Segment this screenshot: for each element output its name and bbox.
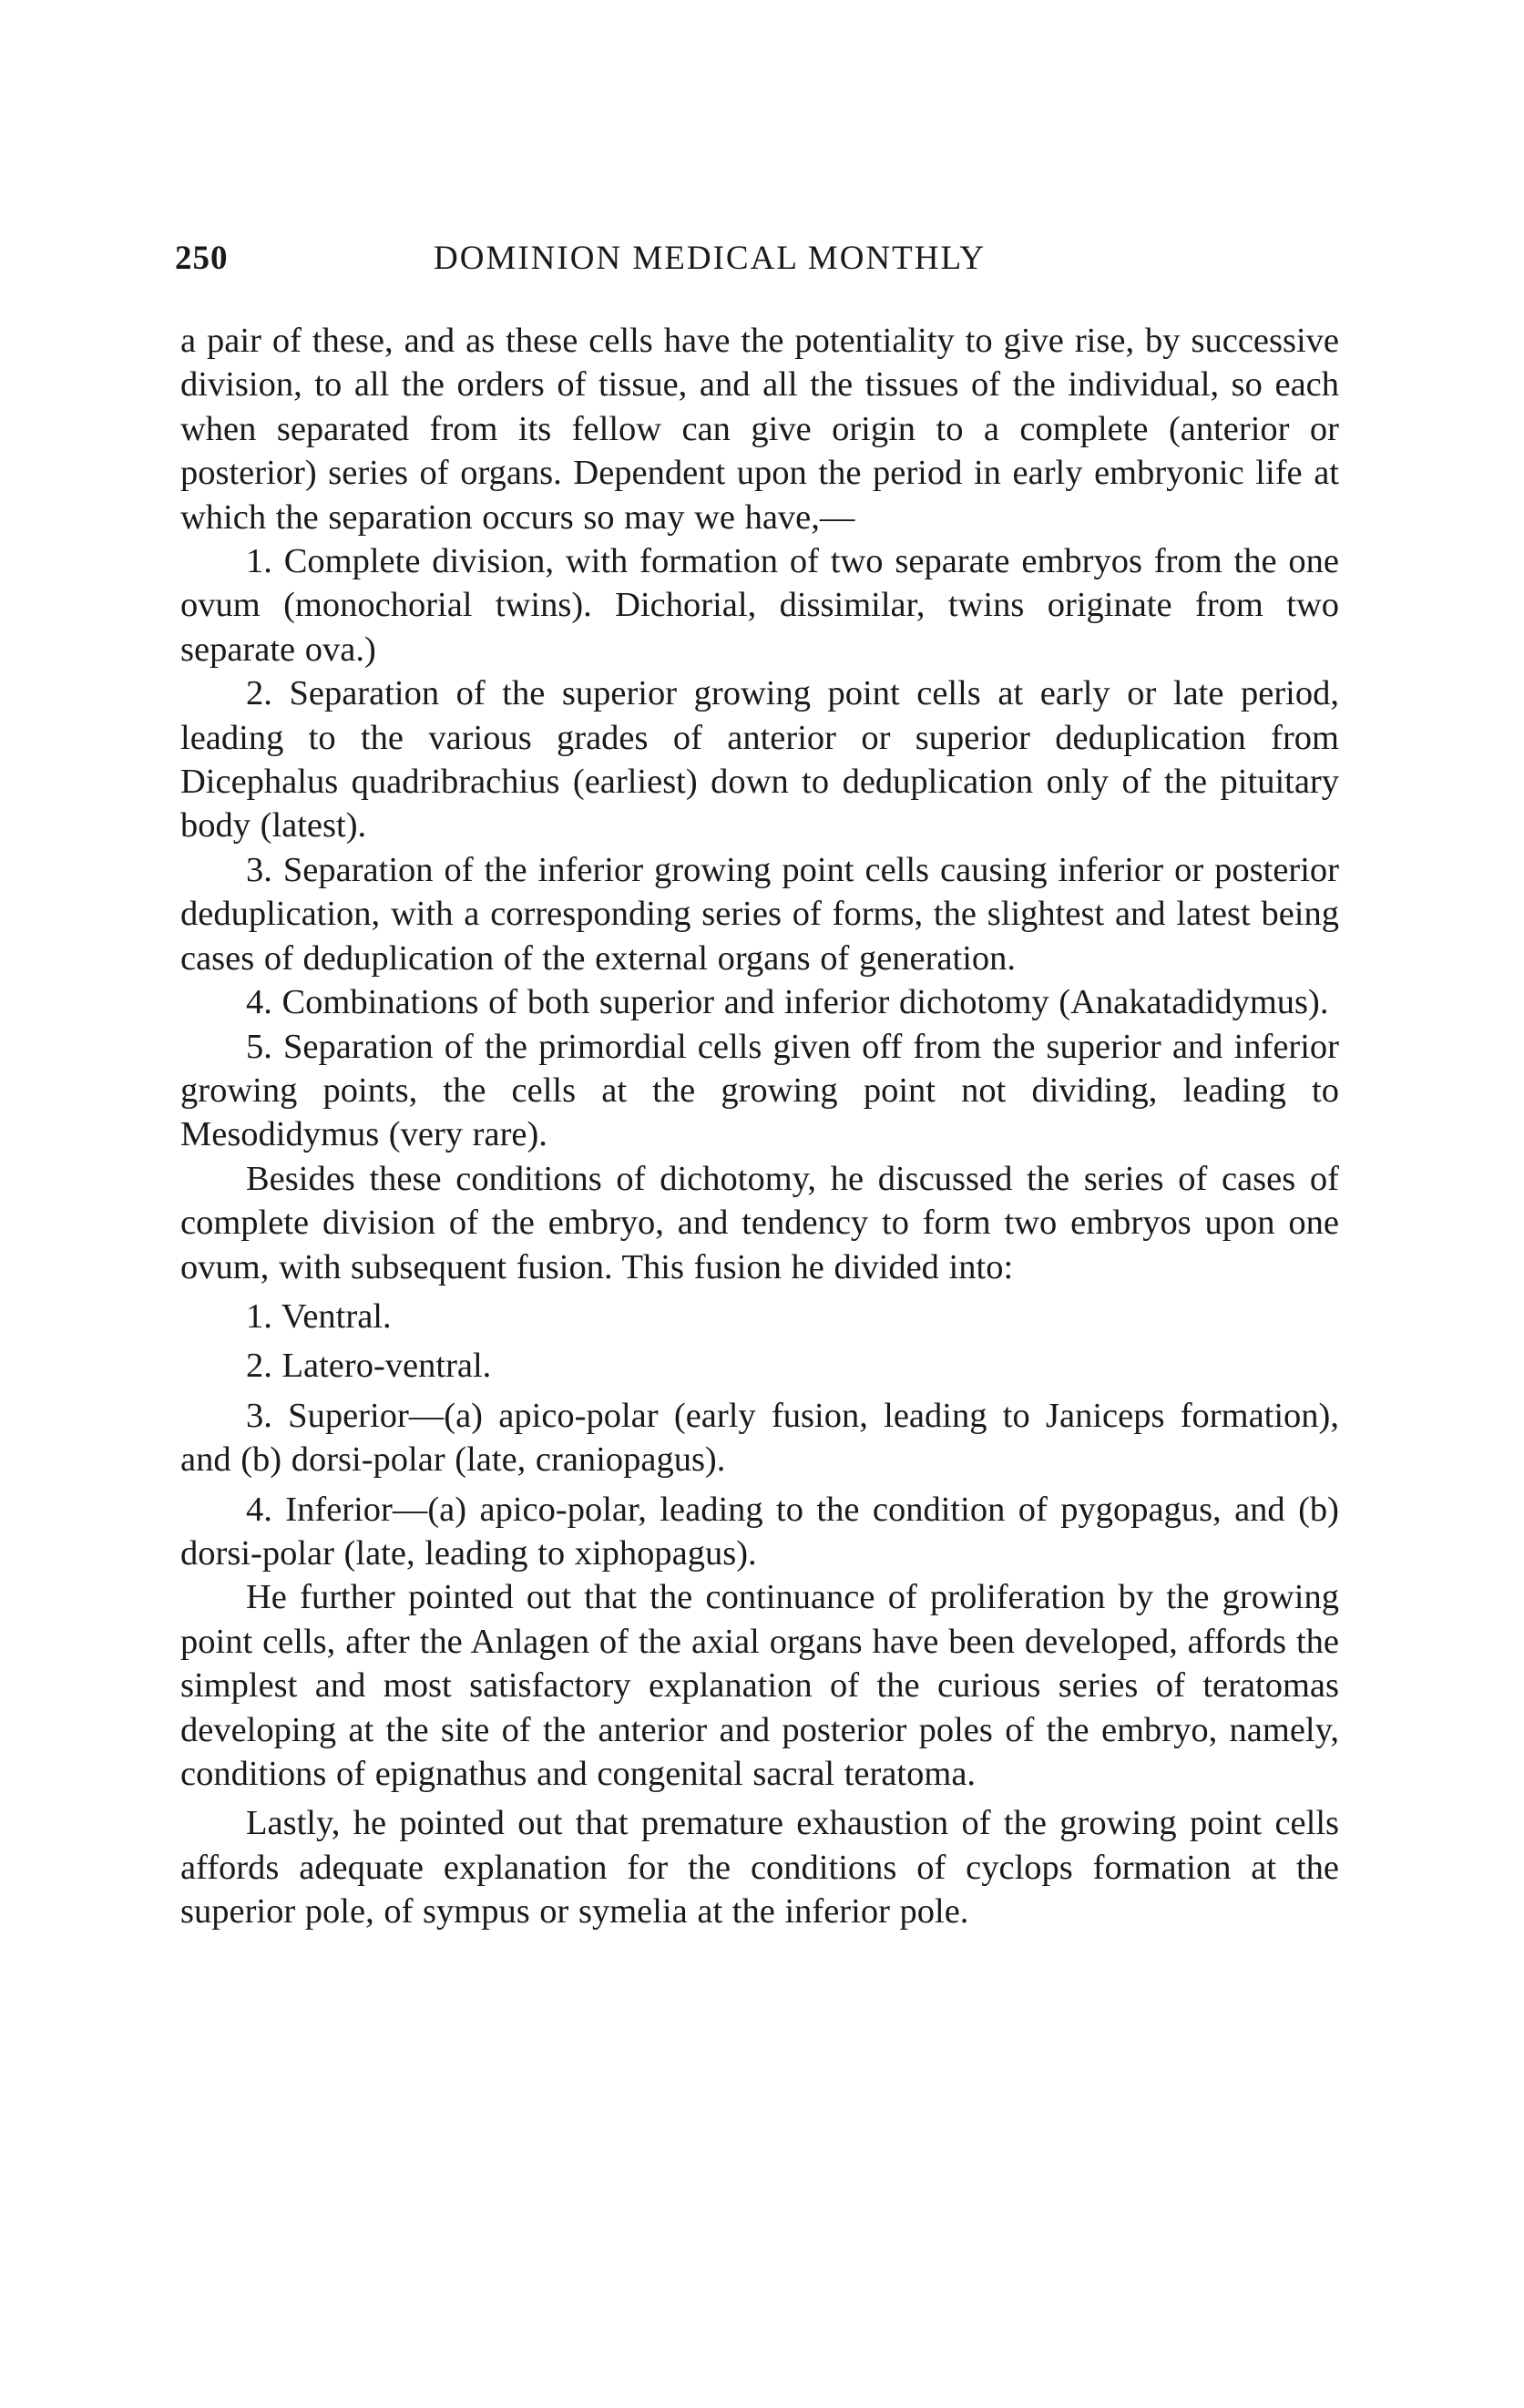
lastly-paragraph: Lastly, he pointed out that premature exhaustion of the growing point cells affords adequate explanation for the conditions of cyclops formation at the superior pole, of sympus or symelia at the inferior pole.: [180, 1804, 1339, 1932]
fusion-item-2: 2. Latero-ventral.: [246, 1347, 492, 1386]
further-paragraph: He further pointed out that the continuance of proliferation by the growing point cells, after the Anlagen of the axial organs have been developed, affords the simplest and most satisfactory explanation of the curious series of teratomas developing at the site of the anterior and posterior poles of the embryo, namely, conditions of epignathus and congenital sacral teratoma.: [180, 1578, 1339, 1793]
dichotomy-item-4: 4. Combinations of both superior and inferior dichotomy (Anakatadidymus).: [246, 983, 1329, 1022]
page-header: [175, 239, 1350, 293]
intro-paragraph: a pair of these, and as these cells have the potentiality to give rise, by successive division, to all the orders of tissue, and all the tissues of the individual, so each when separated from its fellow can give origin to a complete (anterior or posterior) series of organs. Dependent upon the period in early embryonic life at which the separation occurs so may we have,—: [180, 322, 1339, 537]
besides-paragraph: Besides these conditions of dichotomy, he discussed the series of cases of complete division of the embryo, and tendency to form two embryos upon one ovum, with subsequent fusion. This fusion he divided into:: [180, 1159, 1339, 1286]
page-number: 250: [175, 240, 229, 277]
dichotomy-item-2: 2. Separation of the superior growing point cells at early or late period, leading to the various grades of anterior or superior deduplication from Dicephalus quadribrachius (earliest) down to deduplication only of the pituitary body (latest).: [180, 674, 1339, 845]
fusion-item-1: 1. Ventral.: [246, 1296, 392, 1336]
dichotomy-item-1: 1. Complete division, with formation of two separate embryos from the one ovum (monochorial twins). Dichorial, dissimilar, twins originate from two separate ova.): [180, 542, 1339, 669]
article-body: [180, 319, 1339, 1934]
fusion-item-4: 4. Inferior—(a) apico-polar, leading to the condition of pygopagus, and (b) dorsi-polar (late, leading to xiphopagus).: [180, 1490, 1339, 1573]
running-title: DOMINION MEDICAL MONTHLY: [434, 240, 987, 277]
fusion-item-3: 3. Superior—(a) apico-polar (early fusion, leading to Janiceps formation), and (b) dorsi-polar (late, craniopagus).: [180, 1396, 1339, 1480]
dichotomy-item-5: 5. Separation of the primordial cells given off from the superior and inferior growing points, the cells at the growing point not dividing, leading to Mesodidymus (very rare).: [180, 1027, 1339, 1154]
dichotomy-item-3: 3. Separation of the inferior growing point cells causing inferior or posterior deduplication, with a corresponding series of forms, the slightest and latest being cases of deduplication of the external organs of generation.: [180, 850, 1339, 978]
